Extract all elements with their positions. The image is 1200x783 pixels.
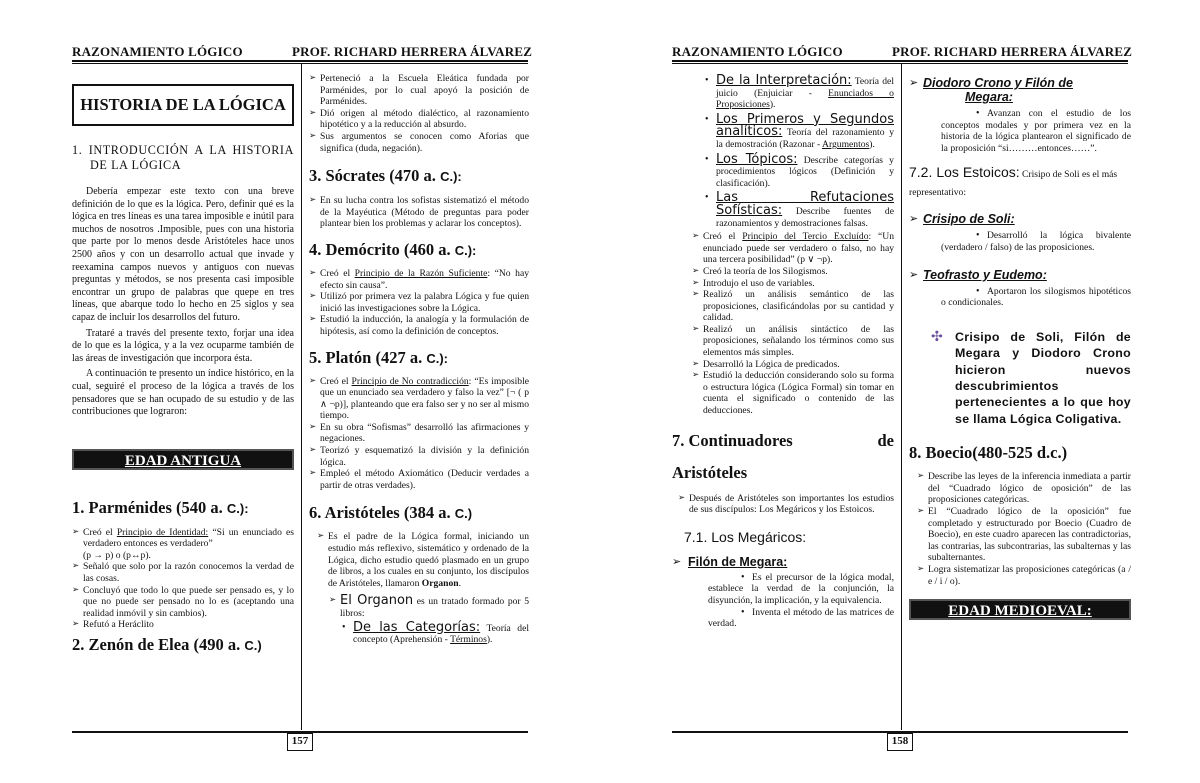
arrow-icon: ➢ xyxy=(672,554,682,568)
text-fragment: : “Un enunciado puede ser verdadero o falso, no hay una tercera posibilidad” (p ∨ ¬p). xyxy=(703,231,894,266)
text-fragment: Enunciados o Proposiciones xyxy=(716,87,894,111)
intro-heading: 1. INTRODUCCIÓN A LA HISTORIA DE LA LÓGICA xyxy=(72,143,294,172)
text-fragment: . xyxy=(458,577,461,589)
text-fragment: Creó el xyxy=(83,526,117,538)
principle-sufficient-reason: Principio de la Razón Suficiente xyxy=(354,267,488,279)
header-rule-thin xyxy=(672,63,1128,64)
principle-excluded-middle: Principio del Tercio Excluído xyxy=(742,231,869,243)
left-page-column-2 xyxy=(309,70,529,730)
header-rule xyxy=(672,60,1128,62)
list-item: ➢ Teorizó y esquematizó la división y la definición lógica. xyxy=(309,445,529,468)
heading-democrito-era: C.): xyxy=(454,242,477,258)
text-fragment: Crisipo de Soli es el más representativo: xyxy=(909,169,1118,199)
list-item xyxy=(692,231,894,266)
heading-platon xyxy=(309,348,529,369)
heading-socrates-text: 3. Sócrates (470 a. xyxy=(309,166,436,186)
list-item: ➢ El “Cuadrado lógico de la oposición” fue completado y estructurado por Boecio (Cuadro de Boecio), en este cuadro aparecen las contradictorias, las contrarias, las subcontrarias, las subalternas y las subalternantes. xyxy=(917,506,1131,564)
aristoteles-list xyxy=(309,531,529,589)
parmenides-list xyxy=(72,527,294,631)
header-rule xyxy=(72,60,528,62)
text-fragment: Teoría del juicio (Enjuiciar - xyxy=(716,76,894,99)
list-item xyxy=(309,376,529,422)
heading-estoicos xyxy=(909,163,1131,200)
principle-non-contradiction: Principio de No contradicción xyxy=(351,375,469,387)
book-analiticos: Los Primeros y Segundos analíticos: xyxy=(716,111,894,140)
page-number: 158 xyxy=(887,733,913,751)
list-item xyxy=(317,531,529,589)
list-item: ➢ Estudió la inducción, la analogía y la formulación de hipótesis, así como la definición de conceptos. xyxy=(309,314,529,337)
heading-aristoteles-era: C.) xyxy=(454,506,473,522)
heading-platon-text: 5. Platón (427 a. xyxy=(309,347,423,367)
header-rule-thin xyxy=(72,63,528,64)
heading-filon-text: Filón de Megara: xyxy=(688,554,788,569)
arrow-icon: ➢ xyxy=(909,212,919,226)
list-item xyxy=(702,111,894,151)
list-item: ➢ Logra sistematizar las proposiciones categóricas (a / e / i / o). xyxy=(917,564,1131,587)
header-right-author: PROF. RICHARD HERRERA ÁLVAREZ xyxy=(892,44,1133,59)
column-divider xyxy=(301,64,302,730)
heading-democrito xyxy=(309,240,529,261)
list-item: ➢ Concluyó que todo lo que puede ser pensado es, y lo que no puede ser pensado no lo es (aceptando una realidad inmóvil y sin cambios). xyxy=(72,585,294,620)
text-fragment: Creó el xyxy=(320,375,352,387)
heading-democrito-text: 4. Demócrito (460 a. xyxy=(309,239,451,259)
heading-estoicos-text: Los Estoicos: xyxy=(936,164,1020,181)
text-fragment: Teoría del concepto (Aprehensión - xyxy=(353,622,529,646)
text-fragment: Describe categorías y procedimientos lógicos (Definición y clasificación). xyxy=(716,154,894,189)
zenon-list xyxy=(309,73,529,154)
callout-coligativa xyxy=(909,329,1131,427)
socrates-list xyxy=(309,195,529,230)
text-fragment: ). xyxy=(769,99,776,111)
right-page-column-1 xyxy=(672,70,894,730)
list-item xyxy=(329,595,529,619)
heading-boecio: 8. Boecio(480-525 d.c.) xyxy=(909,443,1068,463)
heading-continuadores-line2: Aristóteles xyxy=(672,462,748,482)
list-item: ➢ Empleó el método Axiomático (Deducir verdades a partir de otras verdades). xyxy=(309,468,529,491)
heading-teofrasto-text: Teofrasto y Eudemo: xyxy=(923,267,1047,282)
heading-estoicos-num: 7.2. xyxy=(909,164,933,181)
list-item: ➢ Estudió la deducción considerando solo su forma o estructura lógica (Lógica Formal) sin tomar en cuenta el significado o contenido de las deducciones. xyxy=(692,370,894,416)
text-fragment: Describe fuentes de razonamientos y demostraciones falsas. xyxy=(716,205,894,229)
page-number: 157 xyxy=(287,733,313,751)
list-item: • Aportaron los silogismos hipotéticos o condicionales. xyxy=(927,286,1131,309)
list-item: ➢ Creó la teoría de los Silogismos. xyxy=(692,266,894,278)
list-item xyxy=(702,75,894,111)
continuadores-list xyxy=(672,493,894,516)
text-fragment: Términos xyxy=(450,634,487,646)
organon-list xyxy=(309,595,529,619)
callout-text: Crisipo de Soli, Filón de Megara y Diodoro Crono hicieron nuevos descubrimientos pertenecientes a lo que hoy se llama Lógica Coligativa. xyxy=(955,329,1131,426)
list-item: ➢ En su obra “Sofismas” desarrolló las afirmaciones y negaciones. xyxy=(309,422,529,445)
heading-parmenides-era: C.): xyxy=(226,500,249,516)
header-left-title: RAZONAMIENTO LÓGICO xyxy=(72,44,243,59)
list-item: • Inventa el método de las matrices de verdad. xyxy=(694,607,894,630)
header-left-title: RAZONAMIENTO LÓGICO xyxy=(672,44,843,59)
organon-books-list-cont xyxy=(672,75,894,229)
right-page-column-2 xyxy=(909,70,1131,730)
list-item: ➢ Sus argumentos se conocen como Aforias que significa (duda, negación). xyxy=(309,131,529,154)
list-item: ➢ En su lucha contra los sofistas sistematizó el método de la Mayéutica (Método de preguntas para poder plantear bien los problemas y aclarar los conceptos). xyxy=(309,195,529,230)
heading-aristoteles xyxy=(309,503,529,524)
list-item: ➢ Después de Aristóteles son importantes los estudios de sus discípulos: Los Megáricos y los Estoicos. xyxy=(678,493,894,516)
organon-books-list xyxy=(309,619,529,646)
book-categorias: De las Categorías: xyxy=(353,619,481,635)
list-item: • Es el precursor de la lógica modal, establece la verdad de la conjunción, la disyunción, la implicación, y la equivalencia. xyxy=(694,572,894,607)
democrito-list xyxy=(309,268,529,338)
heading-aristoteles-text: 6. Aristóteles (384 a. xyxy=(309,503,451,523)
text-fragment: es un tratado formado por 5 libros: xyxy=(340,596,529,619)
heading-zenon-text: 2. Zenón de Elea (490 a. xyxy=(72,635,241,655)
heading-continuadores-text: de xyxy=(877,430,894,450)
heading-socrates xyxy=(309,166,529,187)
list-item: ➢ Utilizó por primera vez la palabra Lógica y fue quien inició las investigaciones sobre la Lógica. xyxy=(309,291,529,314)
cross-icon: ✣ xyxy=(931,328,943,345)
identity-formula: (p → p) o (p↔p). xyxy=(83,549,151,561)
crisipo-list xyxy=(909,230,1131,253)
boecio-list xyxy=(909,471,1131,587)
filon-list xyxy=(672,572,894,630)
heading-parmenides-text: 1. Parménides (540 a. xyxy=(72,497,223,517)
list-item xyxy=(72,527,294,562)
book-topicos: Los Tópicos: xyxy=(716,151,798,167)
text-fragment: Es el padre de la Lógica formal, iniciando un estudio más reflexivo, sistemático y ordenado de la Lógica, dicho estudio quedó plasmado en un grupo de libros, a los cuales en su conjunto, los discípulos de Aristóteles, llamaron xyxy=(328,531,529,589)
heading-diodoro xyxy=(909,76,1131,104)
list-item: ➢ Refutó a Heráclito xyxy=(72,619,294,631)
text-fragment: Argumentos xyxy=(822,138,870,150)
arrow-icon: ➢ xyxy=(909,267,919,281)
text-fragment: ). xyxy=(486,634,493,646)
page-title: HISTORIA DE LA LÓGICA xyxy=(72,84,294,126)
right-page xyxy=(600,0,1200,783)
heading-crisipo xyxy=(909,212,1131,226)
heading-platon-era: C.): xyxy=(426,350,449,366)
text-fragment: : “Es imposible que un enunciado sea verdadero y falso la vez” [¬ ( p ∧ ¬p)], planteando que era falso ser y no ser al mismo tiempo. xyxy=(320,375,529,422)
section-band-edad-medioeval: EDAD MEDIOEVAL: xyxy=(909,599,1131,620)
heading-filon xyxy=(672,555,894,569)
arrow-icon: ➢ xyxy=(909,76,919,89)
heading-zenon-era: C.) xyxy=(244,638,262,654)
list-item: ➢ Desarrolló la Lógica de predicados. xyxy=(692,359,894,371)
list-item xyxy=(702,192,894,229)
text-fragment: ). xyxy=(869,138,875,150)
text-fragment: “Si un enunciado es verdadero entonces es verdadero” xyxy=(83,526,294,550)
list-item: • Avanzan con el estudio de los conceptos modales y por primera vez en la historia de la lógica plantearon el significado de la proposición “si………entonces……”. xyxy=(927,108,1131,154)
heading-zenon xyxy=(72,635,294,656)
principle-identity: Principio de Identidad: xyxy=(116,526,209,538)
heading-megaricos: 7.1. Los Megáricos: xyxy=(684,528,807,545)
heading-diodoro-line2: Megara: xyxy=(965,90,1013,104)
section-band-edad-antigua: EDAD ANTIGUA xyxy=(72,449,294,470)
text-fragment: Creó el xyxy=(703,231,743,243)
left-page-column-1 xyxy=(72,70,294,730)
text-fragment: : “No hay efecto sin causa”. xyxy=(320,267,529,291)
list-item: • Desarrolló la lógica bivalente (verdadero / falso) de las proposiciones. xyxy=(927,230,1131,253)
platon-list xyxy=(309,376,529,492)
heading-crisipo-text: Crisipo de Soli: xyxy=(923,212,1015,227)
organon-term: Organon xyxy=(421,577,459,589)
list-item xyxy=(339,619,529,646)
list-item: ➢ Perteneció a la Escuela Eleática fundada por Parménides, por lo cual apoyó la posición de Parménides. xyxy=(309,73,529,108)
aristoteles-contributions-list xyxy=(672,231,894,417)
column-divider xyxy=(901,64,902,730)
intro-paragraph-1: Debería empezar este texto con una breve definición de lo que es la lógica. Pero, definir qué es la lógica en tres líneas es una tarea imposible e inútil para muchos de nosotros .Imposible, pues con una historia que parte por lo menos desde Aristóteles hace unos 2500 años y con un desarrollo actual que invade y reexamina campos nuevos y antiguos con nuevas preguntas y métodos, se nos presenta casi imposible encontrar un grupo de palabras que quepe en tres líneas, que abarque todo lo hecho en 25 siglos y sea capaz de incluir los desarrollos del futuro. xyxy=(72,186,294,323)
list-item: ➢ Realizó un análisis semántico de las proposiciones, clasificándolas por su cantidad y calidad. xyxy=(692,289,894,324)
heading-socrates-era: C.): xyxy=(440,169,462,185)
heading-diodoro-line1: Diodoro Crono y Filón de xyxy=(923,76,1073,90)
book-interpretacion: De la Interpretación: xyxy=(716,73,852,88)
header-right-author: PROF. RICHARD HERRERA ÁLVAREZ xyxy=(292,44,533,59)
book-refutaciones: Las Refutaciones Sofísticas: xyxy=(716,190,894,218)
list-item: ➢ Realizó un análisis sintáctico de las proposiciones, señalando los términos como sus elementos más simples. xyxy=(692,324,894,359)
list-item: ➢ Introdujo el uso de variables. xyxy=(692,278,894,290)
list-item: ➢ Dió origen al método dialéctico, al razonamiento hipotético y a la reducción al absurdo. xyxy=(309,108,529,131)
heading-parmenides xyxy=(72,498,294,519)
intro-paragraph-3: A continuación te presento un índice histórico, en la cual, seguiré el proceso de la lógica a través de los pensadores que se han ocupado de su estudio y de las contribuciones que lograron: xyxy=(72,368,294,418)
text-fragment: Teoría del razonamiento y la demostración (Razonar - xyxy=(716,127,894,150)
organon-heading: El Organon xyxy=(340,593,414,609)
diodoro-list xyxy=(909,108,1131,154)
heading-teofrasto xyxy=(909,268,1131,282)
list-item: ➢ Señaló que solo por la razón conocemos la verdad de las cosas. xyxy=(72,561,294,584)
teofrasto-list xyxy=(909,286,1131,309)
heading-continuadores-text: 7. Continuadores xyxy=(672,430,793,450)
intro-paragraph-2: Trataré a través del presente texto, forjar una idea de lo que es la lógica, y a la vez ocuparme también de las áreas de investigación que incorpora ésta. xyxy=(72,327,294,364)
list-item: ➢ Describe las leyes de la inferencia inmediata a partir del “Cuadrado lógico de oposición” de las proposiciones categóricas. xyxy=(917,471,1131,506)
list-item xyxy=(309,268,529,291)
text-fragment: Creó el xyxy=(320,267,355,279)
list-item xyxy=(702,151,894,190)
heading-continuadores xyxy=(672,431,894,451)
